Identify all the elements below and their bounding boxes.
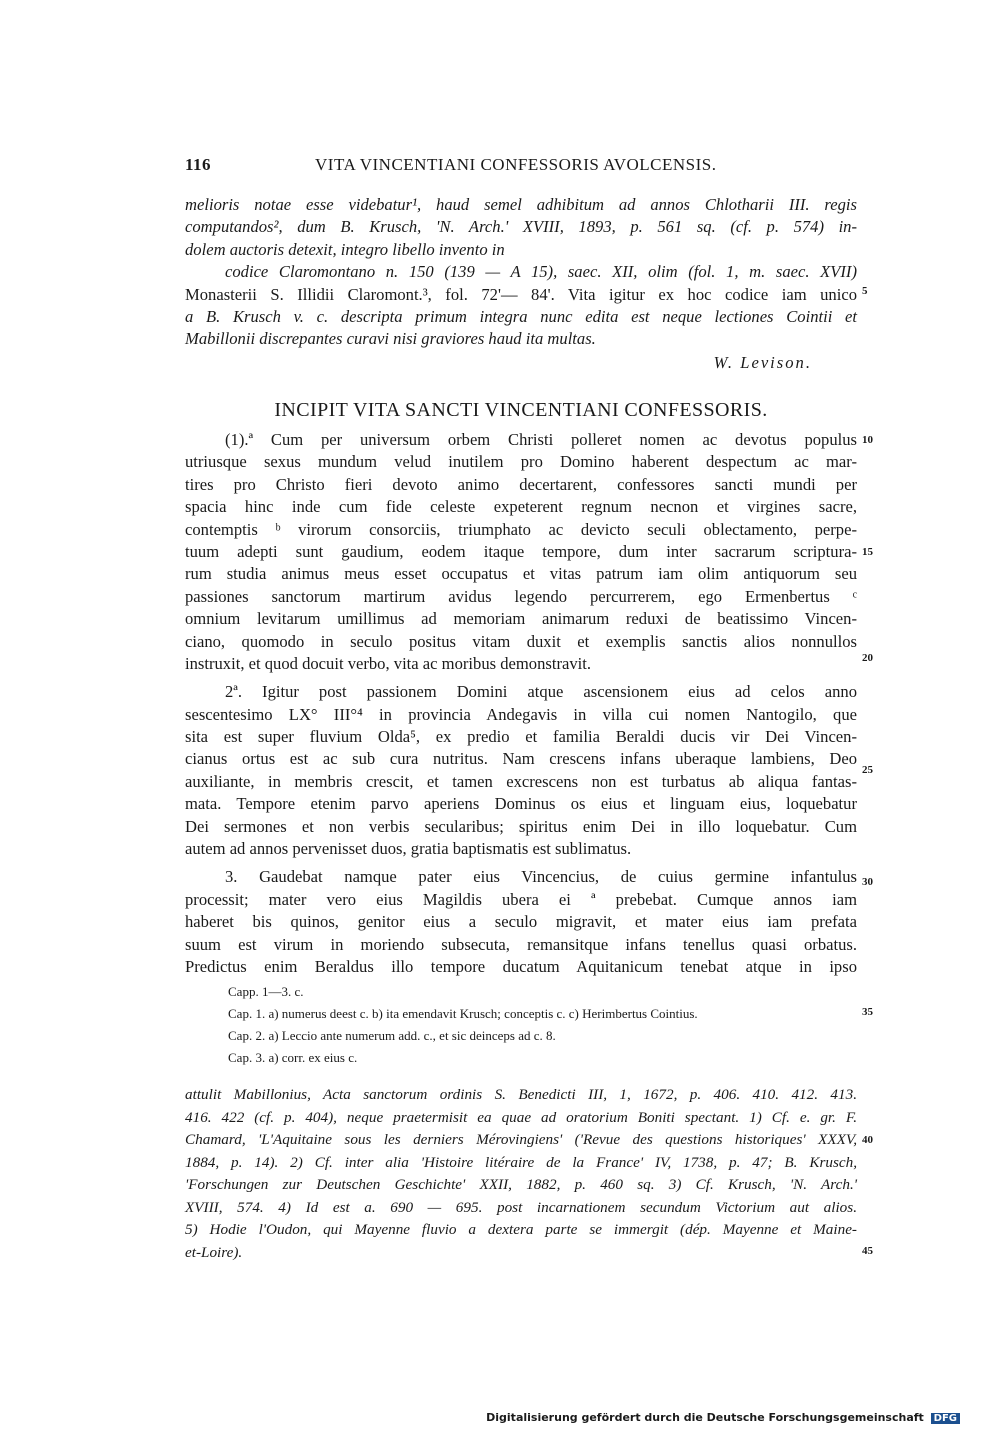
footnote-line: 416. 422 (cf. p. 404), neque praetermisit ea quae ad oratorium Boniti spectant. 1) Cf. e. gr. F. — [185, 1108, 857, 1126]
footnote-line: 5) Hodie l'Oudon, qui Mayenne fluvio a dextera parte se immergit (dép. Mayenne et Maine- — [185, 1221, 857, 1238]
text-line: 2ª. Igitur post passionem Domini atque ascensionem eius ad celos anno — [225, 682, 857, 702]
text-line: (1).ª Cum per universum orbem Christi polleret nomen ac devotus populus — [225, 430, 857, 449]
text-line: omnium levitarum umillimus ad memoriam animarum reduxi de beatissimo Vincen- — [185, 609, 857, 629]
text-line: rum studia animus meus esset occupatus et vitas patrum iam olim antiquorum seu — [185, 564, 857, 584]
intro-paragraph — [185, 194, 857, 351]
apparatus-line: Cap. 1. a) numerus deest c. b) ita emendavit Krusch; conceptis c. c) Herimbertus Cointius. — [228, 1006, 698, 1021]
line-number: 40 — [862, 1134, 873, 1146]
digitization-text: Digitalisierung gefördert durch die Deutsche Forschungsgemeinschaft — [486, 1411, 924, 1424]
line-number: 45 — [862, 1245, 873, 1257]
text-line: contemptis ᵇ virorum consorciis, triumphato ac devicto seculi oblectamento, perpe- — [185, 519, 857, 539]
line-number: 35 — [862, 1006, 873, 1018]
text-line: 3. Gaudebat namque pater eius Vincencius, de cuius germine infantulus — [225, 867, 857, 887]
text-line: tuum adepti sunt gaudium, eodem itaque tempore, dum inter sacrarum scriptura- — [185, 541, 857, 561]
line-number: 15 — [862, 546, 873, 558]
intro-line: codice Claromontano n. 150 (139 — A 15), saec. XII, olim (fol. 1, m. saec. XVII) — [225, 262, 857, 282]
footnote-line: XVIII, 574. 4) Id est a. 690 — 695. post incarnationem secundum Victorium aut alios. — [185, 1198, 857, 1216]
text-line: haberet bis quinos, genitor eius a seculo migravit, et mater eius iam prefata — [185, 912, 857, 932]
main-text — [185, 429, 857, 978]
text-line: suum est virum in moriendo subsecuta, remansitque infans tenellus quasi orbatus. — [185, 934, 857, 954]
text-line: cianus ortus est ac sub cura nutritus. Nam crescens infans uberaque lambiens, Deo — [185, 749, 857, 769]
text-line: utriusque sexus mundum velud inutilem pro Domino haberent despectum ac mar- — [185, 452, 857, 472]
text-line: ciano, quomodo in seculo positus vitam duxit et exemplis sanctis alios nonnullos — [185, 631, 857, 651]
intro-line: Mabillonii discrepantes curavi nisi graviores haud ita multas. — [185, 329, 596, 349]
intro-line: a B. Krusch v. c. descripta primum integra nunc edita est neque lectiones Cointii et — [185, 306, 857, 326]
text-line: auxiliante, in membris crescit, et tamen excrescens non est turbatus ab aliqua fantas- — [185, 771, 857, 791]
line-number: 25 — [862, 764, 873, 776]
text-line: processit; mater vero eius Magildis ubera ei ª prebebat. Cumque annos iam — [185, 889, 857, 909]
line-number: 10 — [862, 434, 873, 446]
footnote-line: 1884, p. 14). 2) Cf. inter alia 'Histoire litéraire de la France' IV, 1738, p. 47; B. Krusch, — [185, 1153, 857, 1171]
digitization-notice — [486, 1411, 960, 1424]
text-line: mata. Tempore etenim parvo aperiens Dominus os eius et linguam eius, loquebatur — [185, 794, 857, 814]
apparatus-line: Cap. 2. a) Leccio ante numerum add. c., et sic deinceps ad c. 8. — [228, 1028, 556, 1043]
intro-line: Monasterii S. Illidii Claromont.³, fol. 72'— 84'. Vita igitur ex hoc codice iam unico — [185, 284, 857, 304]
signature: W. Levison. — [713, 353, 812, 372]
apparatus-line: Capp. 1—3. c. — [228, 984, 304, 999]
intro-line: melioris notae esse videbatur¹, haud semel adhibitum ad annos Chlotharii III. regis — [185, 195, 857, 214]
text-line: autem ad annos pervenisset duos, gratia baptismatis est sublimatus. — [185, 839, 632, 859]
text-line: sescentesimo LX° III°⁴ in provincia Andegavis in villa cui nomen Nantogilo, que — [185, 704, 857, 724]
line-number: 5 — [862, 285, 868, 297]
text-line: Dei sermones et non verbis secularibus; spiritus enim Dei in illo loquebatur. Cum — [185, 816, 857, 836]
intro-line: computandos², dum B. Krusch, 'N. Arch.' XVIII, 1893, p. 561 sq. (cf. p. 574) in- — [185, 217, 857, 237]
line-number: 30 — [862, 876, 873, 888]
dfg-logo: DFG — [931, 1413, 960, 1424]
running-title: VITA VINCENTIANI CONFESSORIS AVOLCENSIS. — [315, 155, 717, 174]
text-line: instruxit, et quod docuit verbo, vita ac moribus demonstravit. — [185, 653, 592, 673]
text-line: passiones sanctorum martirum avidus legendo percurrerem, ego Ermenbertus ᶜ — [185, 586, 857, 606]
page-number: 116 — [185, 155, 212, 174]
text-line: Predictus enim Beraldus illo tempore ducatum Aquitanicum tenebat atque in ipso — [185, 956, 857, 976]
apparatus-line: Cap. 3. a) corr. ex eius c. — [228, 1050, 358, 1065]
footnotes — [185, 1084, 857, 1264]
text-line: sita est super fluvium Olda⁵, ex predio et familia Beraldi ducis vir Dei Vincen- — [185, 727, 857, 747]
footnote-line: Chamard, 'L'Aquitaine sous les derniers Mérovingiens' ('Revue des questions historiques' XXXV, — [185, 1131, 857, 1148]
footnote-line: attulit Mabillonius, Acta sanctorum ordinis S. Benedicti III, 1, 1672, p. 406. 410. 412. 413. — [185, 1086, 857, 1103]
footnote-line: et-Loire). — [185, 1243, 243, 1261]
section-title: INCIPIT VITA SANCTI VINCENTIANI CONFESSORIS. — [274, 399, 768, 421]
line-number: 20 — [862, 652, 873, 664]
footnote-line: 'Forschungen zur Deutschen Geschichte' XXII, 1882, p. 460 sq. 3) Cf. Krusch, 'N. Arch.' — [185, 1176, 857, 1193]
intro-line: dolem auctoris detexit, integro libello invento in — [185, 239, 505, 259]
text-line: tires pro Christo fieri devoto animo decertarent, confessores sancti mundi per — [185, 474, 857, 494]
text-line: spacia hinc inde cum fide celeste expeterent regnum necnon et virgines sacre, — [185, 497, 857, 517]
